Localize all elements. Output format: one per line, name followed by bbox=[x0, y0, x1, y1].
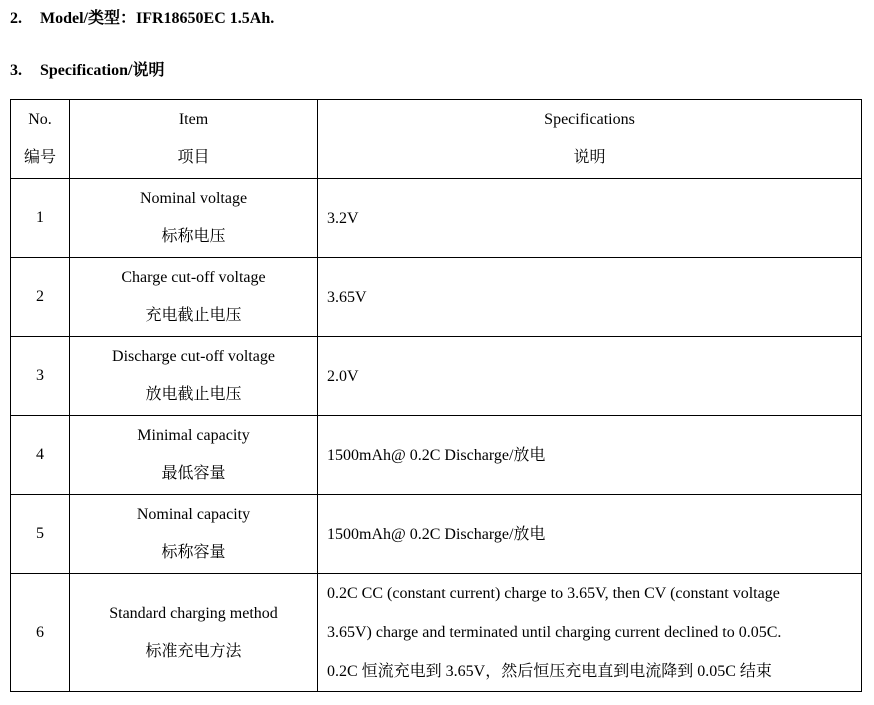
row-item-cn: 标称容量 bbox=[161, 544, 226, 561]
section-heading-specification bbox=[10, 57, 164, 80]
row-item-cn: 放电截止电压 bbox=[145, 386, 242, 403]
row-item-cn: 标称电压 bbox=[161, 228, 226, 245]
row-number: 1 bbox=[11, 179, 70, 258]
table-row bbox=[11, 574, 862, 692]
table-row bbox=[11, 179, 862, 258]
row-item-en: Nominal capacity bbox=[136, 506, 251, 523]
section-number: 3. bbox=[10, 62, 22, 79]
row-item-cn: 充电截止电压 bbox=[145, 307, 242, 324]
table-row bbox=[11, 416, 862, 495]
row-item bbox=[70, 258, 318, 337]
row-number: 6 bbox=[11, 574, 70, 692]
header-item-cn: 项目 bbox=[177, 149, 210, 166]
header-spec-cn: 说明 bbox=[573, 149, 606, 166]
row-number: 2 bbox=[11, 258, 70, 337]
table-header-row bbox=[11, 100, 862, 179]
row-number: 5 bbox=[11, 495, 70, 574]
header-spec bbox=[318, 100, 862, 179]
row-number: 3 bbox=[11, 337, 70, 416]
row-spec-line: 1500mAh@ 0.2C Discharge/放电 bbox=[327, 446, 546, 464]
row-number: 4 bbox=[11, 416, 70, 495]
row-item-cn: 最低容量 bbox=[161, 465, 226, 482]
specification-table bbox=[10, 99, 862, 692]
header-no bbox=[11, 100, 70, 179]
row-spec-line: 1500mAh@ 0.2C Discharge/放电 bbox=[327, 525, 546, 543]
row-item bbox=[70, 416, 318, 495]
row-item bbox=[70, 495, 318, 574]
row-spec bbox=[318, 416, 862, 495]
row-spec-line: 2.0V bbox=[327, 367, 359, 385]
row-spec bbox=[318, 179, 862, 258]
row-item-en: Discharge cut-off voltage bbox=[112, 348, 275, 365]
header-item bbox=[70, 100, 318, 179]
table-row bbox=[11, 337, 862, 416]
row-item-en: Standard charging method bbox=[109, 604, 278, 622]
row-item-en: Minimal capacity bbox=[137, 427, 250, 444]
section-heading-model bbox=[10, 5, 274, 28]
row-item bbox=[70, 179, 318, 258]
row-spec bbox=[318, 495, 862, 574]
section-title: Specification/说明 bbox=[40, 62, 165, 79]
row-spec-line: 3.65V) charge and terminated until charging current declined to 0.05C. bbox=[327, 624, 782, 641]
row-item bbox=[70, 574, 318, 692]
row-item-en: Charge cut-off voltage bbox=[121, 269, 266, 286]
row-spec-line: 3.65V bbox=[327, 288, 367, 306]
header-no-cn: 编号 bbox=[23, 149, 56, 166]
row-item-en: Nominal voltage bbox=[139, 190, 248, 207]
section-number: 2. bbox=[10, 10, 22, 27]
table-row bbox=[11, 258, 862, 337]
header-item-en: Item bbox=[178, 111, 209, 128]
row-spec bbox=[318, 337, 862, 416]
row-spec bbox=[318, 574, 862, 692]
row-spec-line: 3.2V bbox=[327, 209, 359, 227]
row-item-cn: 标准充电方法 bbox=[145, 642, 242, 660]
row-spec-line: 0.2C CC (constant current) charge to 3.65V, then CV (constant voltage bbox=[327, 585, 780, 602]
header-no-en: No. bbox=[28, 111, 52, 128]
table-row bbox=[11, 495, 862, 574]
header-spec-en: Specifications bbox=[544, 111, 635, 128]
row-spec-line: 0.2C 恒流充电到 3.65V，然后恒压充电直到电流降到 0.05C 结束 bbox=[327, 663, 772, 680]
row-item bbox=[70, 337, 318, 416]
section-title: Model/类型：IFR18650EC 1.5Ah. bbox=[40, 10, 275, 27]
row-spec bbox=[318, 258, 862, 337]
